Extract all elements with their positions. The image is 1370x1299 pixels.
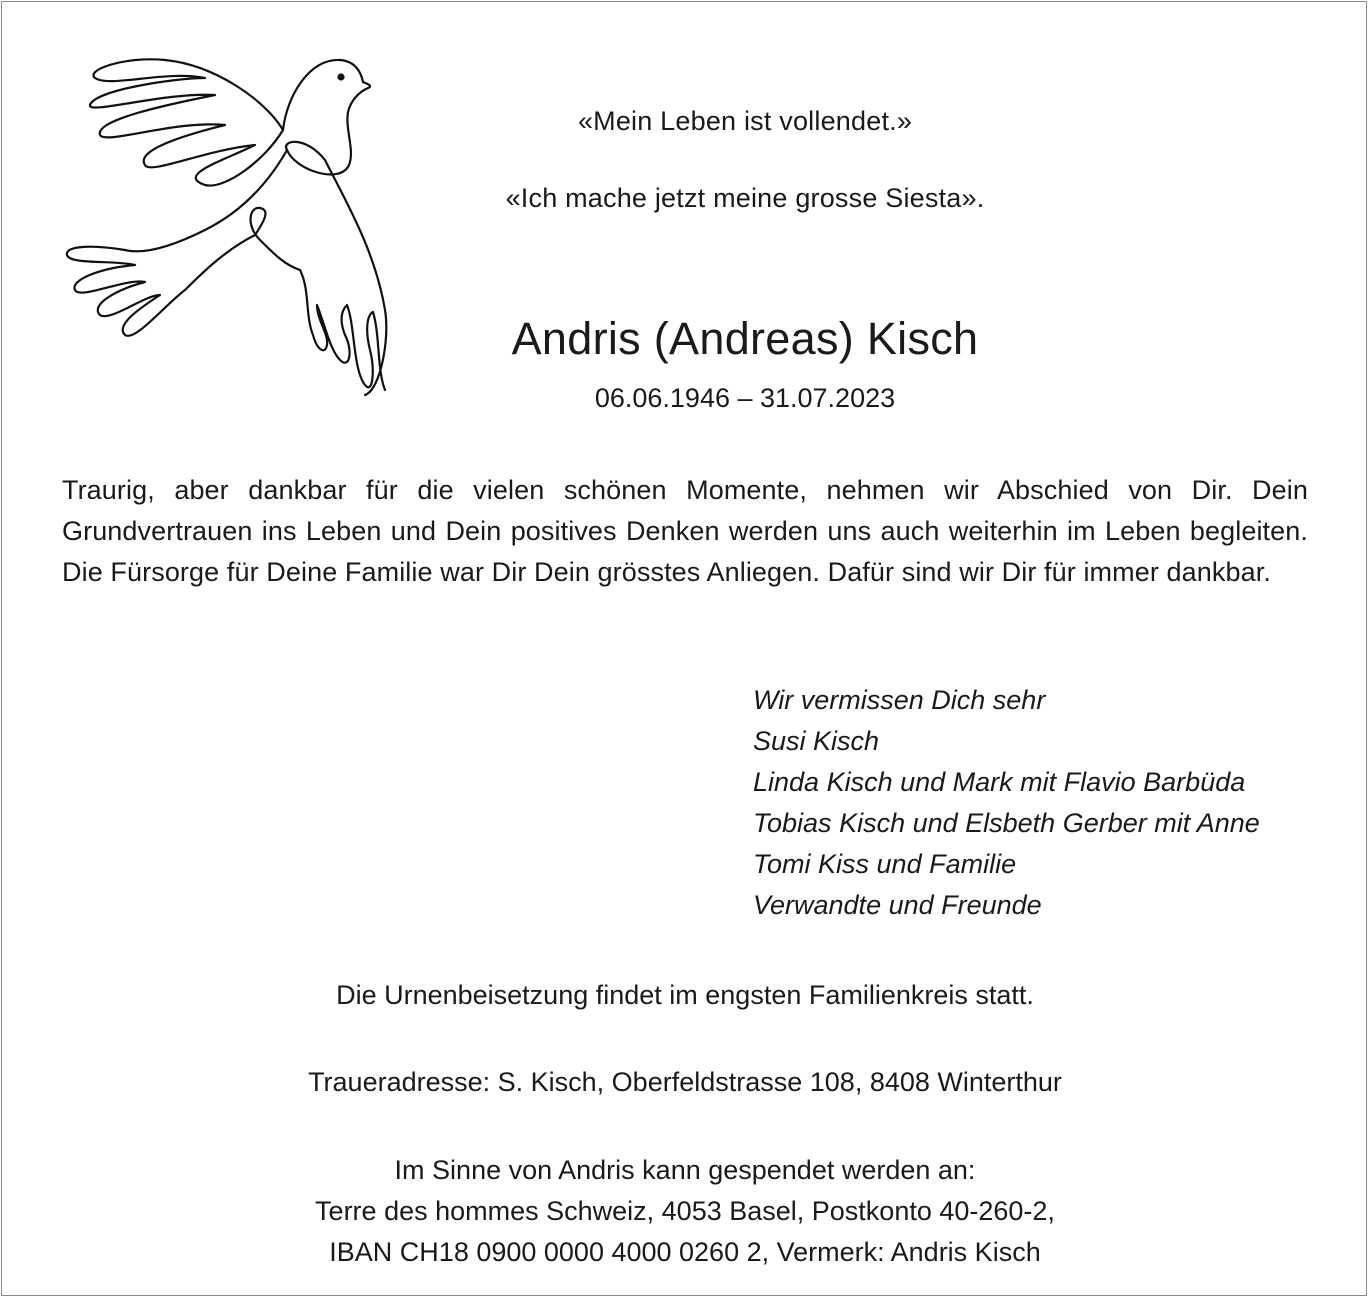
donation-line: Im Sinne von Andris kann gespendet werden an: xyxy=(394,1155,976,1185)
donation-info xyxy=(100,1150,1270,1273)
mourning-address: Traueradresse: S. Kisch, Oberfeldstrasse 108, 8408 Winterthur xyxy=(308,1067,1062,1097)
life-dates: 06.06.1946 – 31.07.2023 xyxy=(594,383,896,413)
donation-line: IBAN CH18 0900 0000 4000 0260 2, Vermerk: Andris Kisch xyxy=(329,1237,1041,1267)
dove-icon xyxy=(55,50,395,405)
signature-line: Susi Kisch xyxy=(753,726,880,756)
donation-line: Terre des hommes Schweiz, 4053 Basel, Postkonto 40-260-2, xyxy=(315,1196,1055,1226)
deceased-name: Andris (Andreas) Kisch xyxy=(511,313,979,364)
farewell-text: Traurig, aber dankbar für die vielen schönen Momente, nehmen wir Abschied von Dir. Dein Grundvertrauen ins Leben und Dein positives Denken werden uns auch weiterhin im Leben begleiten. Die Fürsorge für Deine Familie war Dir Dein grösstes Anliegen. Dafür sind wir Dir für immer dankbar. xyxy=(62,475,1308,587)
signature-line: Wir vermissen Dich sehr xyxy=(753,685,1046,715)
quote-line-2: «Ich mache jetzt meine grosse Siesta». xyxy=(505,183,985,213)
signature-line: Verwandte und Freunde xyxy=(753,890,1042,920)
signatures xyxy=(753,680,1260,926)
urn-notice: Die Urnenbeisetzung findet im engsten Familienkreis statt. xyxy=(336,980,1034,1010)
signature-line: Linda Kisch und Mark mit Flavio Barbüda xyxy=(753,767,1246,797)
signature-line: Tomi Kiss und Familie xyxy=(753,849,1017,879)
signature-line: Tobias Kisch und Elsbeth Gerber mit Anne xyxy=(753,808,1260,838)
quote-line-1: «Mein Leben ist vollendet.» xyxy=(577,106,913,136)
